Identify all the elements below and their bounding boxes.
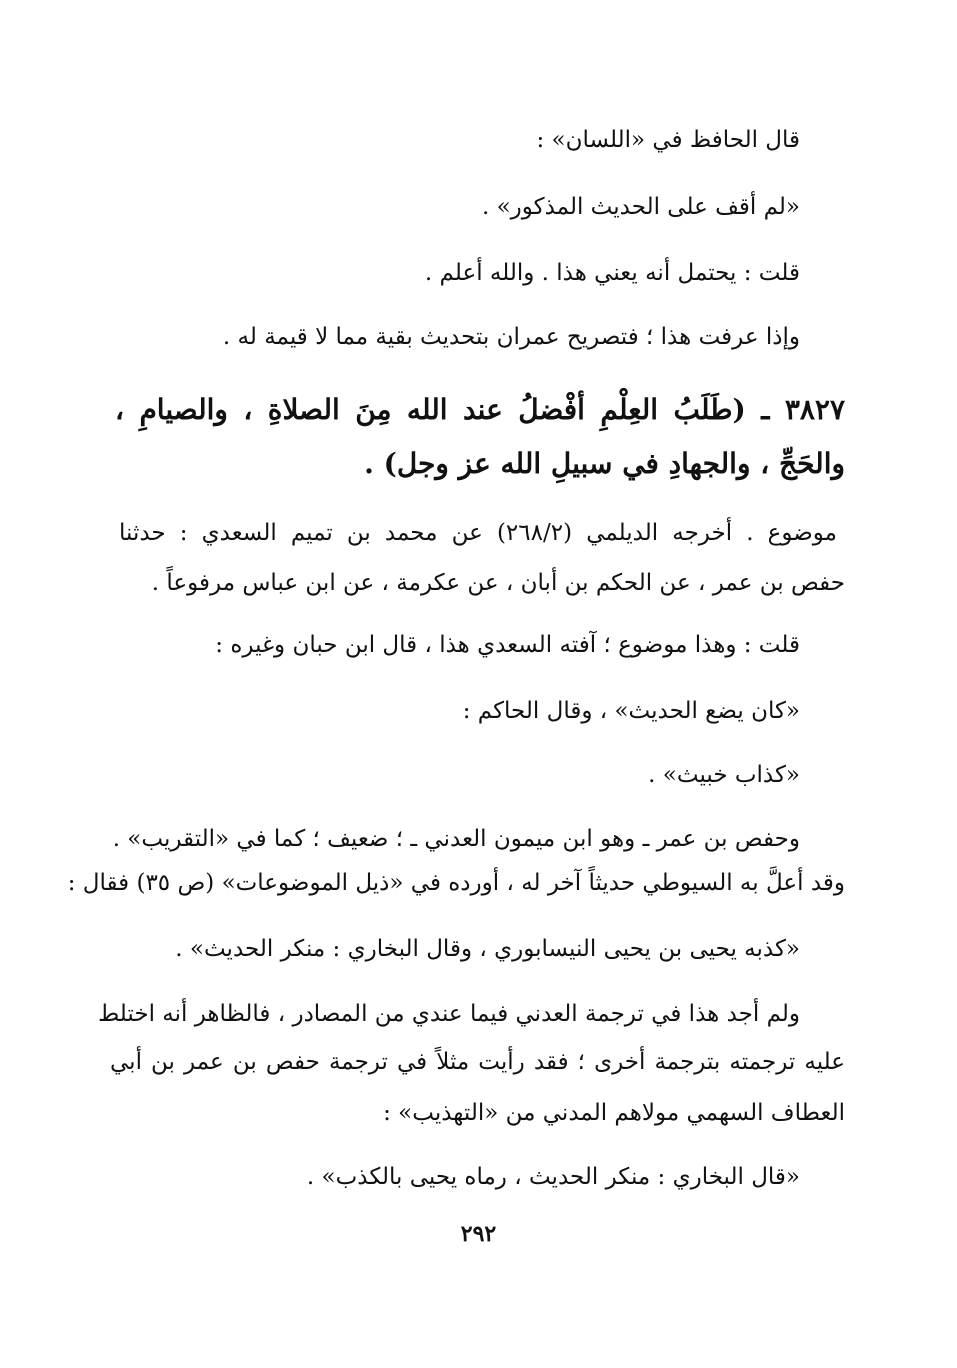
quote-line-3: «كذاب خبيث» . xyxy=(648,762,800,788)
page-number: ٢٩٢ xyxy=(460,1221,497,1247)
text-line-6: قلت : وهذا موضوع ؛ آفته السعدي هذا ، قال ابن حبان وغيره : xyxy=(215,632,800,658)
text-line-7: وحفص بن عمر ـ وهو ابن ميمون العدني ـ ؛ ضعيف ؛ كما في «التقريب» . xyxy=(112,826,800,852)
hadith-heading-line-2: والحَجِّ ، والجهادِ في سبيلِ الله عز وجل) . xyxy=(364,447,845,480)
hadith-heading-line-1: ٣٨٢٧ ـ (طَلَبُ العِلْمِ أفْضلُ عند الله مِنَ الصلاةِ ، والصيامِ ، xyxy=(115,393,845,426)
text-line-1: قال الحافظ في «اللسان» : xyxy=(536,127,800,153)
quote-line-2: «كان يضع الحديث» ، وقال الحاكم : xyxy=(462,698,800,724)
text-line-8: وقد أعلَّ به السيوطي حديثاً آخر له ، أورده في «ذيل الموضوعات» (ص ٣٥) فقال : xyxy=(67,870,845,896)
text-line-10: عليه ترجمته بترجمة أخرى ؛ فقد رأيت مثلاً في ترجمة حفص بن عمر بن أبي xyxy=(110,1049,846,1075)
quote-line-4: «كذبه يحيى بن يحيى النيسابوري ، وقال البخاري : منكر الحديث» . xyxy=(175,936,800,962)
quote-line-5: «قال البخاري : منكر الحديث ، رماه يحيى بالكذب» . xyxy=(306,1164,800,1190)
text-line-4: موضوع . أخرجه الديلمي (٢٦٨/٢) عن محمد بن تميم السعدي : حدثنا xyxy=(119,520,837,546)
text-line-5: حفص بن عمر ، عن الحكم بن أبان ، عن عكرمة ، عن ابن عباس مرفوعاً . xyxy=(151,570,845,596)
text-line-2: قلت : يحتمل أنه يعني هذا . والله أعلم . xyxy=(424,260,800,286)
text-line-9: ولم أجد هذا في ترجمة العدني فيما عندي من المصادر ، فالظاهر أنه اختلط xyxy=(97,1001,800,1027)
text-line-3: وإذا عرفت هذا ؛ فتصريح عمران بتحديث بقية مما لا قيمة له . xyxy=(222,324,800,350)
quote-line-1: «لم أقف على الحديث المذكور» . xyxy=(481,194,800,220)
text-line-11: العطاف السهمي مولاهم المدني من «التهذيب» : xyxy=(383,1100,845,1126)
